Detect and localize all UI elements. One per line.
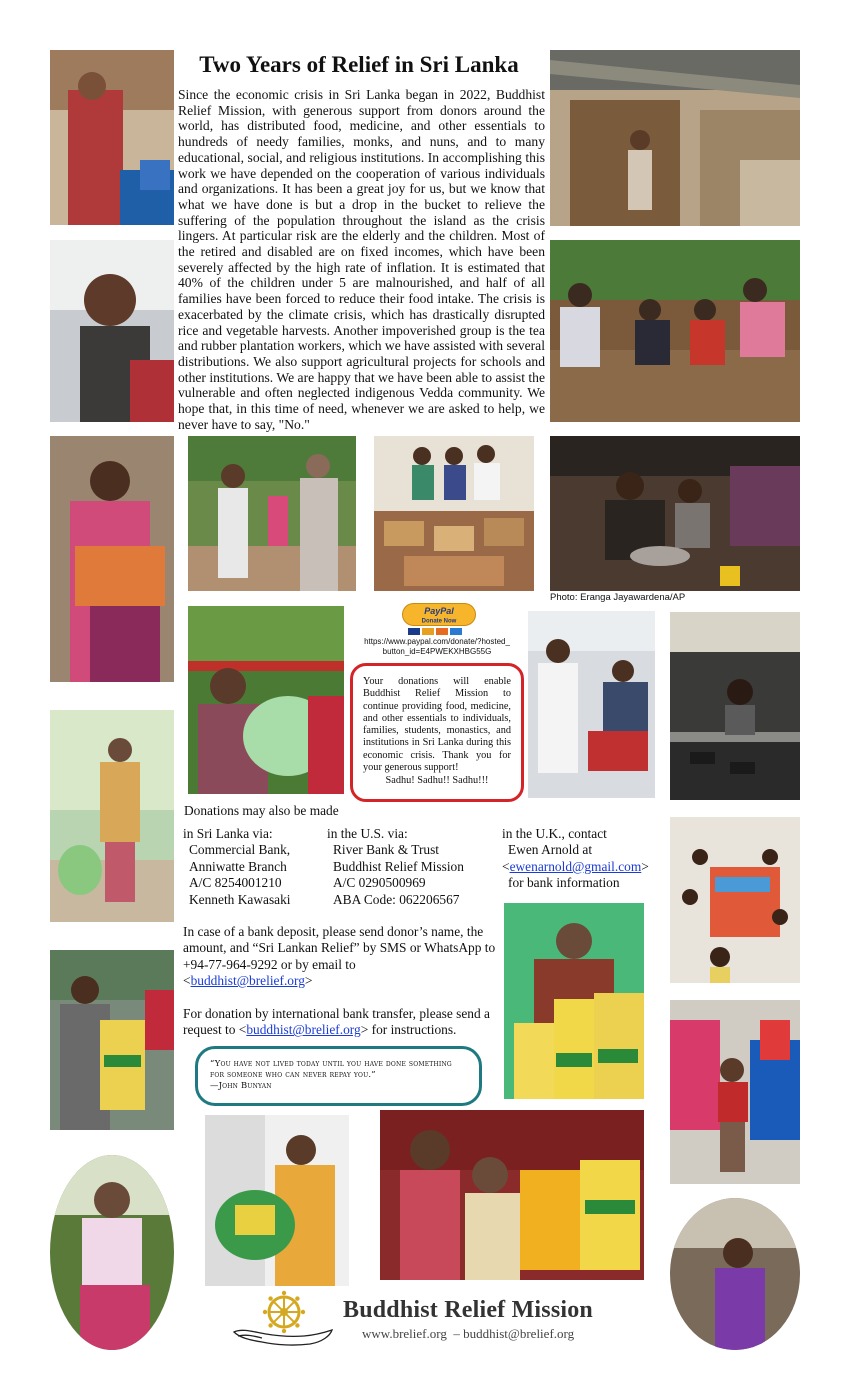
photo-monk-distribution: [188, 436, 356, 591]
quote-text: “You have not lived today until you have done something for someone who can never repay you.”: [210, 1058, 452, 1079]
photo-woman-receiving-green-bag: [205, 1115, 349, 1286]
photo-man-with-shoes: [670, 612, 800, 800]
website-link[interactable]: www.brelief.org: [362, 1326, 447, 1341]
contact-separator: –: [453, 1326, 460, 1341]
intl-transfer-after: for instructions.: [371, 1022, 457, 1038]
dharma-wheel-hand-logo: [232, 1290, 336, 1350]
photo-elderly-woman-bag: [188, 606, 344, 794]
uk-contact-name: Ewen Arnold at: [508, 842, 593, 858]
photo-rural-house: [550, 50, 800, 226]
sri-lanka-line: Kenneth Kawasaki: [189, 891, 291, 907]
donation-message-box: [350, 663, 524, 802]
organization-name: Buddhist Relief Mission: [343, 1297, 593, 1323]
us-line: River Bank & Trust: [333, 842, 440, 858]
uk-contact-info: in the U.K., contact Ewen Arnold at <ewenarnold@gmail.com> for bank information: [502, 826, 649, 891]
us-heading: in the U.S. via:: [327, 826, 408, 841]
us-line: A/C 0290500969: [333, 875, 426, 891]
us-bank-info: [327, 826, 464, 908]
paypal-url[interactable]: [350, 637, 524, 656]
intro-paragraph: Since the economic crisis in Sri Lanka began in 2022, Buddhist Relief Mission, with generous support from donors around the world, has distributed food, medicine, and other essentials to hundreds of needy families, monks, and nuns, and to many educational, social, and religious institutions. In accomplishing this work we have depended on the cooperation of various individuals and organizations. It has been a great joy for us, but we know that what we have done is but a drop in the bucket to relieve the suffering of the population throughout the island as the crisis lingers. At particular risk are the elderly and the children. Most of the retired and disabled are on fixed incomes, which have been severely affected by the high rate of inflation. It is estimated that 40% of the children under 5 are malnourished, and half of all families have been forced to reduce their food intake. The crisis is exacerbated by the climate crisis, which has drastically disrupted rice and vegetable harvests. Another impoverished group is the tea and rubber plantation workers, which we have assisted with several distributions. We also support agricultural projects for schools and other institutions. We are happy that we have been able to assist the vulnerable and often neglected indigenous Vedda community. We hope that, in this time of need, whenever we are asked to help, we never have to say, "No.": [178, 87, 545, 432]
paypal-url-line2: button_id=E4PWEKXHBG55G: [382, 646, 492, 656]
intl-transfer-instructions: For donation by international bank transfer, please send a request to <buddhist@brelief.org> for instructions.: [183, 1006, 490, 1038]
quote-box: [195, 1046, 482, 1106]
page-title: Two Years of Relief in Sri Lanka: [199, 52, 519, 77]
sri-lanka-bank-info: [183, 826, 291, 908]
donations-also-heading: Donations may also be made: [184, 803, 339, 818]
sri-lanka-line: A/C 8254001210: [189, 875, 282, 891]
intl-transfer-before: For donation by international bank transfer, please send a request to: [183, 1006, 490, 1038]
bank-deposit-instructions: In case of a bank deposit, please send donor’s name, the amount, and “Sri Lankan Relief” by SMS or WhatsApp to +94-77-964-9292 or by email to <buddhist@brelief.org>: [183, 924, 496, 989]
sri-lanka-line: Commercial Bank,: [189, 842, 291, 858]
paypal-logo-text: PayPal: [424, 606, 454, 616]
quote-author: —John Bunyan: [210, 1080, 272, 1090]
card-visa-icon: [408, 628, 420, 635]
photo-credit: Photo: Eranga Jayawardena/AP: [550, 592, 686, 603]
photo-child-with-gift-bags: [670, 1000, 800, 1184]
photo-two-children-rice: [380, 1110, 644, 1280]
organization-contact: [362, 1326, 574, 1342]
sadhu-text: Sadhu! Sadhu!! Sadhu!!!: [385, 775, 489, 787]
card-discover-icon: [436, 628, 448, 635]
deposit-email-link[interactable]: buddhist@brelief.org: [190, 973, 305, 989]
photo-elderly-woman-cane: [50, 710, 174, 922]
sri-lanka-line: Anniwatte Branch: [189, 858, 287, 874]
intl-email-link[interactable]: buddhist@brelief.org: [246, 1022, 361, 1038]
photo-man-with-rice-bag: [50, 950, 174, 1130]
photo-woman-receiving-bag: [50, 436, 174, 682]
card-mastercard-icon: [422, 628, 434, 635]
photo-woman-praying-oval: [670, 1198, 800, 1350]
photo-children-planting: [550, 240, 800, 422]
photo-monk-with-rice-bags: [504, 903, 644, 1099]
photo-nurse-clinic: [528, 611, 655, 798]
us-line: ABA Code: 062206567: [333, 891, 460, 907]
uk-footer: for bank information: [508, 875, 620, 891]
card-amex-icon: [450, 628, 462, 635]
paypal-donate-button[interactable]: [402, 603, 476, 636]
us-line: Buddhist Relief Mission: [333, 858, 464, 874]
donation-message: Your donations will enable Buddhist Relief Mission to continue providing food, medicine, and other essentials to individuals, families, students, monastics, and institutions in Sri Lanka during this economic crisis. Thank you for your generous support!: [363, 676, 511, 774]
photo-man-speaking: [50, 240, 174, 422]
uk-email-link[interactable]: ewenarnold@gmail.com: [509, 858, 642, 874]
photo-boy-eating: [550, 436, 800, 591]
photo-elderly-woman-oval: [50, 1155, 174, 1350]
uk-heading: in the U.K., contact: [502, 826, 607, 841]
sri-lanka-heading: in Sri Lanka via:: [183, 826, 273, 841]
bank-deposit-text: In case of a bank deposit, please send donor’s name, the amount, and “Sri Lankan Relief” by SMS or WhatsApp to +94-77-964-9292 or by email to: [183, 924, 496, 972]
paypal-button-text: Donate Now: [421, 618, 457, 625]
footer-email[interactable]: buddhist@brelief.org: [463, 1326, 575, 1341]
paypal-url-line1: https://www.paypal.com/donate/?hosted_: [364, 637, 510, 646]
photo-elderly-woman-with-bags: [50, 50, 174, 225]
photo-food-packages-table: [374, 436, 534, 591]
photo-children-classroom: [670, 817, 800, 983]
